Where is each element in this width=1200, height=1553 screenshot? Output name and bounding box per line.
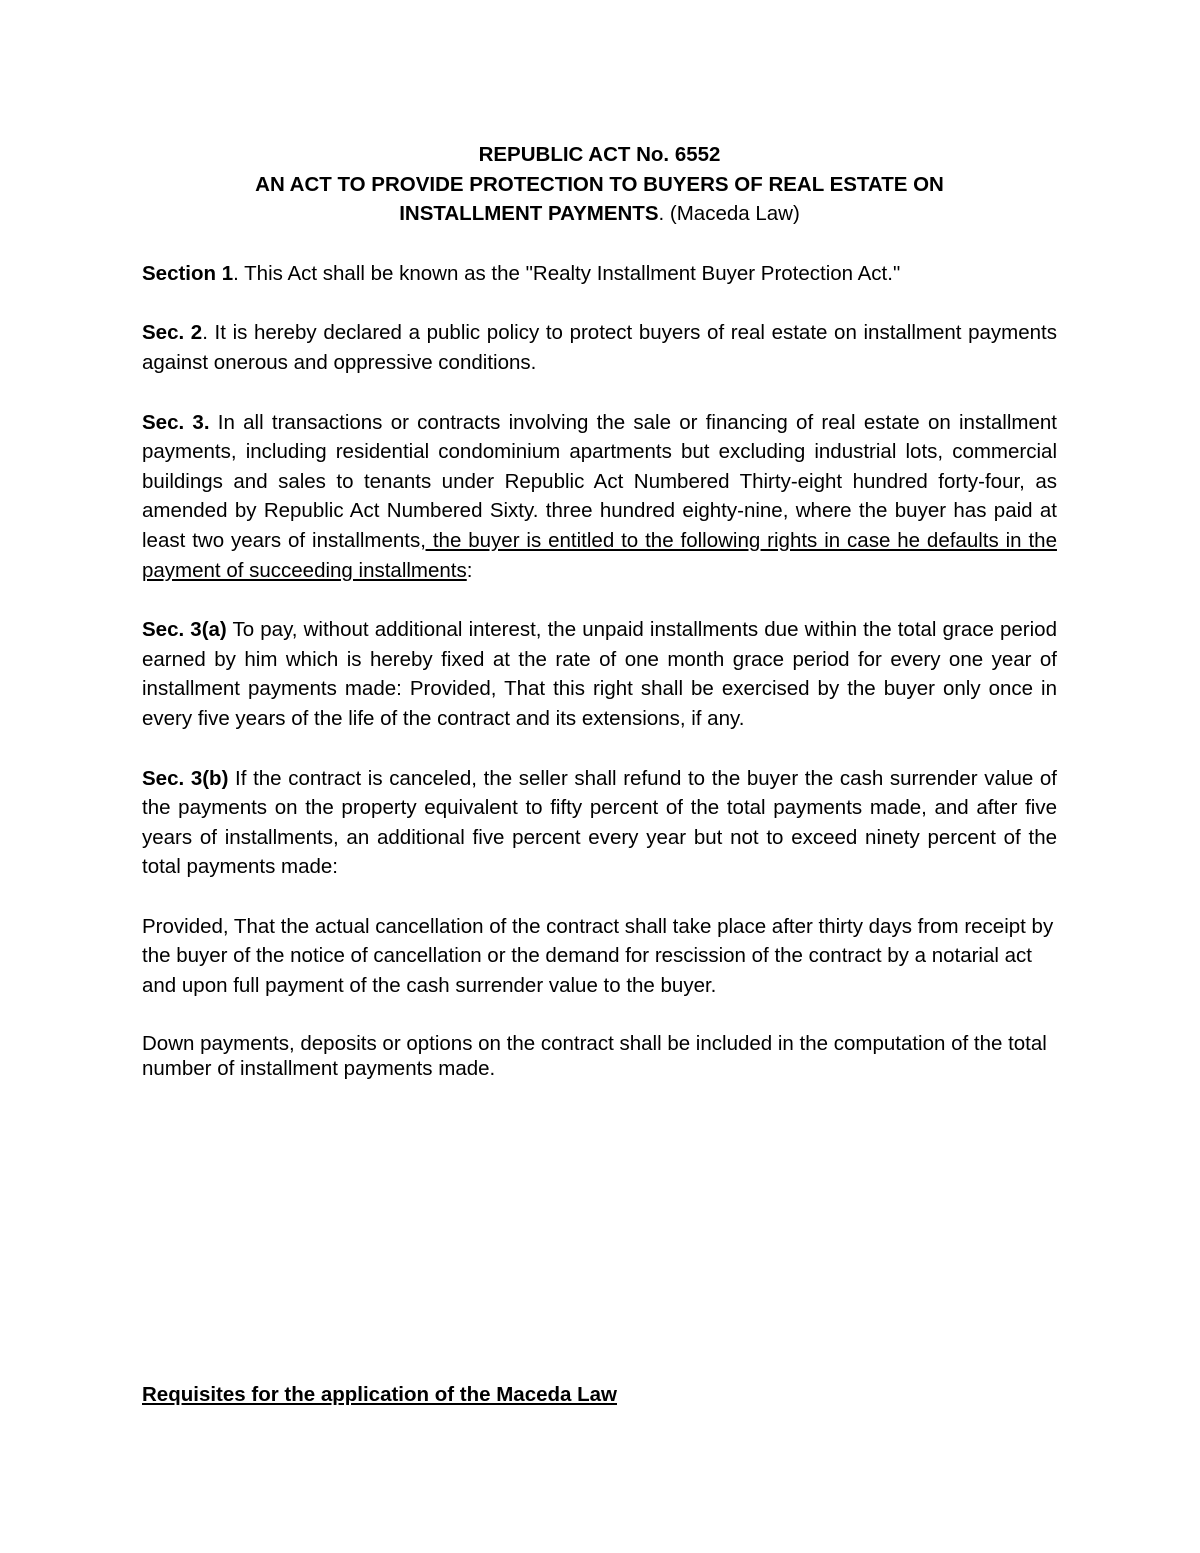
section-3-text: In all transactions or contracts involving the sale or financing of real estate on installment payments, including residential condominium apartments but excluding industrial lots, commercial buildings and sales to tenants under Republic Act Numbered Thirty-eight hundred forty-four, as amended by Republic Act Numbered Sixty. three hundred eighty-nine, where the buyer has paid at least two years of installments (142, 410, 1057, 552)
section-3b-text: If the contract is canceled, the seller shall refund to the buyer the cash surrender value of the payments on the property equivalent to fifty percent of the total payments made, and after five years of installments, an additional five percent every year but not to exceed ninety percent of the total payments made: (142, 766, 1058, 879)
section-3 (142, 408, 1057, 586)
title-line-3-rest: . (Maceda Law) (658, 202, 800, 226)
section-2-text: . It is hereby declared a public policy to protect buyers of real estate on installment payments against onerous and oppressive conditions. (142, 321, 1057, 374)
section-3a-text: To pay, without additional interest, the unpaid installments due within the total grace period earned by him which is hereby fixed at the rate of one month grace period for every one year of installment payments made: Provided, That this right shall be exercised by the buyer only once in every five years of the life of the contract and its extensions, if any. (142, 618, 1057, 730)
document-title (142, 140, 1057, 229)
section-3-end: : (466, 558, 473, 582)
section-1-label: Section 1 (142, 261, 234, 285)
title-line-3-bold: INSTALLMENT PAYMENTS (399, 202, 659, 226)
section-3b-label: Sec. 3(b) (142, 766, 229, 790)
down-payments-paragraph: Down payments, deposits or options on the contract shall be included in the computation of the total number of installment payments made. (142, 1031, 1047, 1080)
section-2-label: Sec. 2 (142, 321, 203, 345)
section-3-label: Sec. 3. (142, 410, 210, 434)
section-3a-label: Sec. 3(a) (142, 618, 227, 642)
section-3b (142, 764, 1057, 882)
requisites-heading: Requisites for the application of the Maceda Law (142, 1383, 617, 1406)
title-line-3 (142, 199, 1057, 229)
section-1 (142, 259, 1057, 289)
title-line-1: REPUBLIC ACT No. 6552 (478, 143, 721, 166)
proviso-paragraph: Provided, That the actual cancellation of the contract shall take place after thirty days from receipt by the buyer of the notice of cancellation or the demand for rescission of the contract by a notarial act and upon full payment of the cash surrender value to the buyer. (142, 914, 1054, 998)
title-line-2: AN ACT TO PROVIDE PROTECTION TO BUYERS OF REAL ESTATE ON (255, 172, 944, 196)
section-3a (142, 615, 1057, 733)
section-1-text: . This Act shall be known as the "Realty Installment Buyer Protection Act." (233, 261, 901, 285)
section-2 (142, 318, 1057, 377)
section-3-underlined: , the buyer is entitled to the following rights in case he defaults in the payment of succeeding installments (142, 528, 1057, 582)
document-body (142, 140, 1057, 1081)
